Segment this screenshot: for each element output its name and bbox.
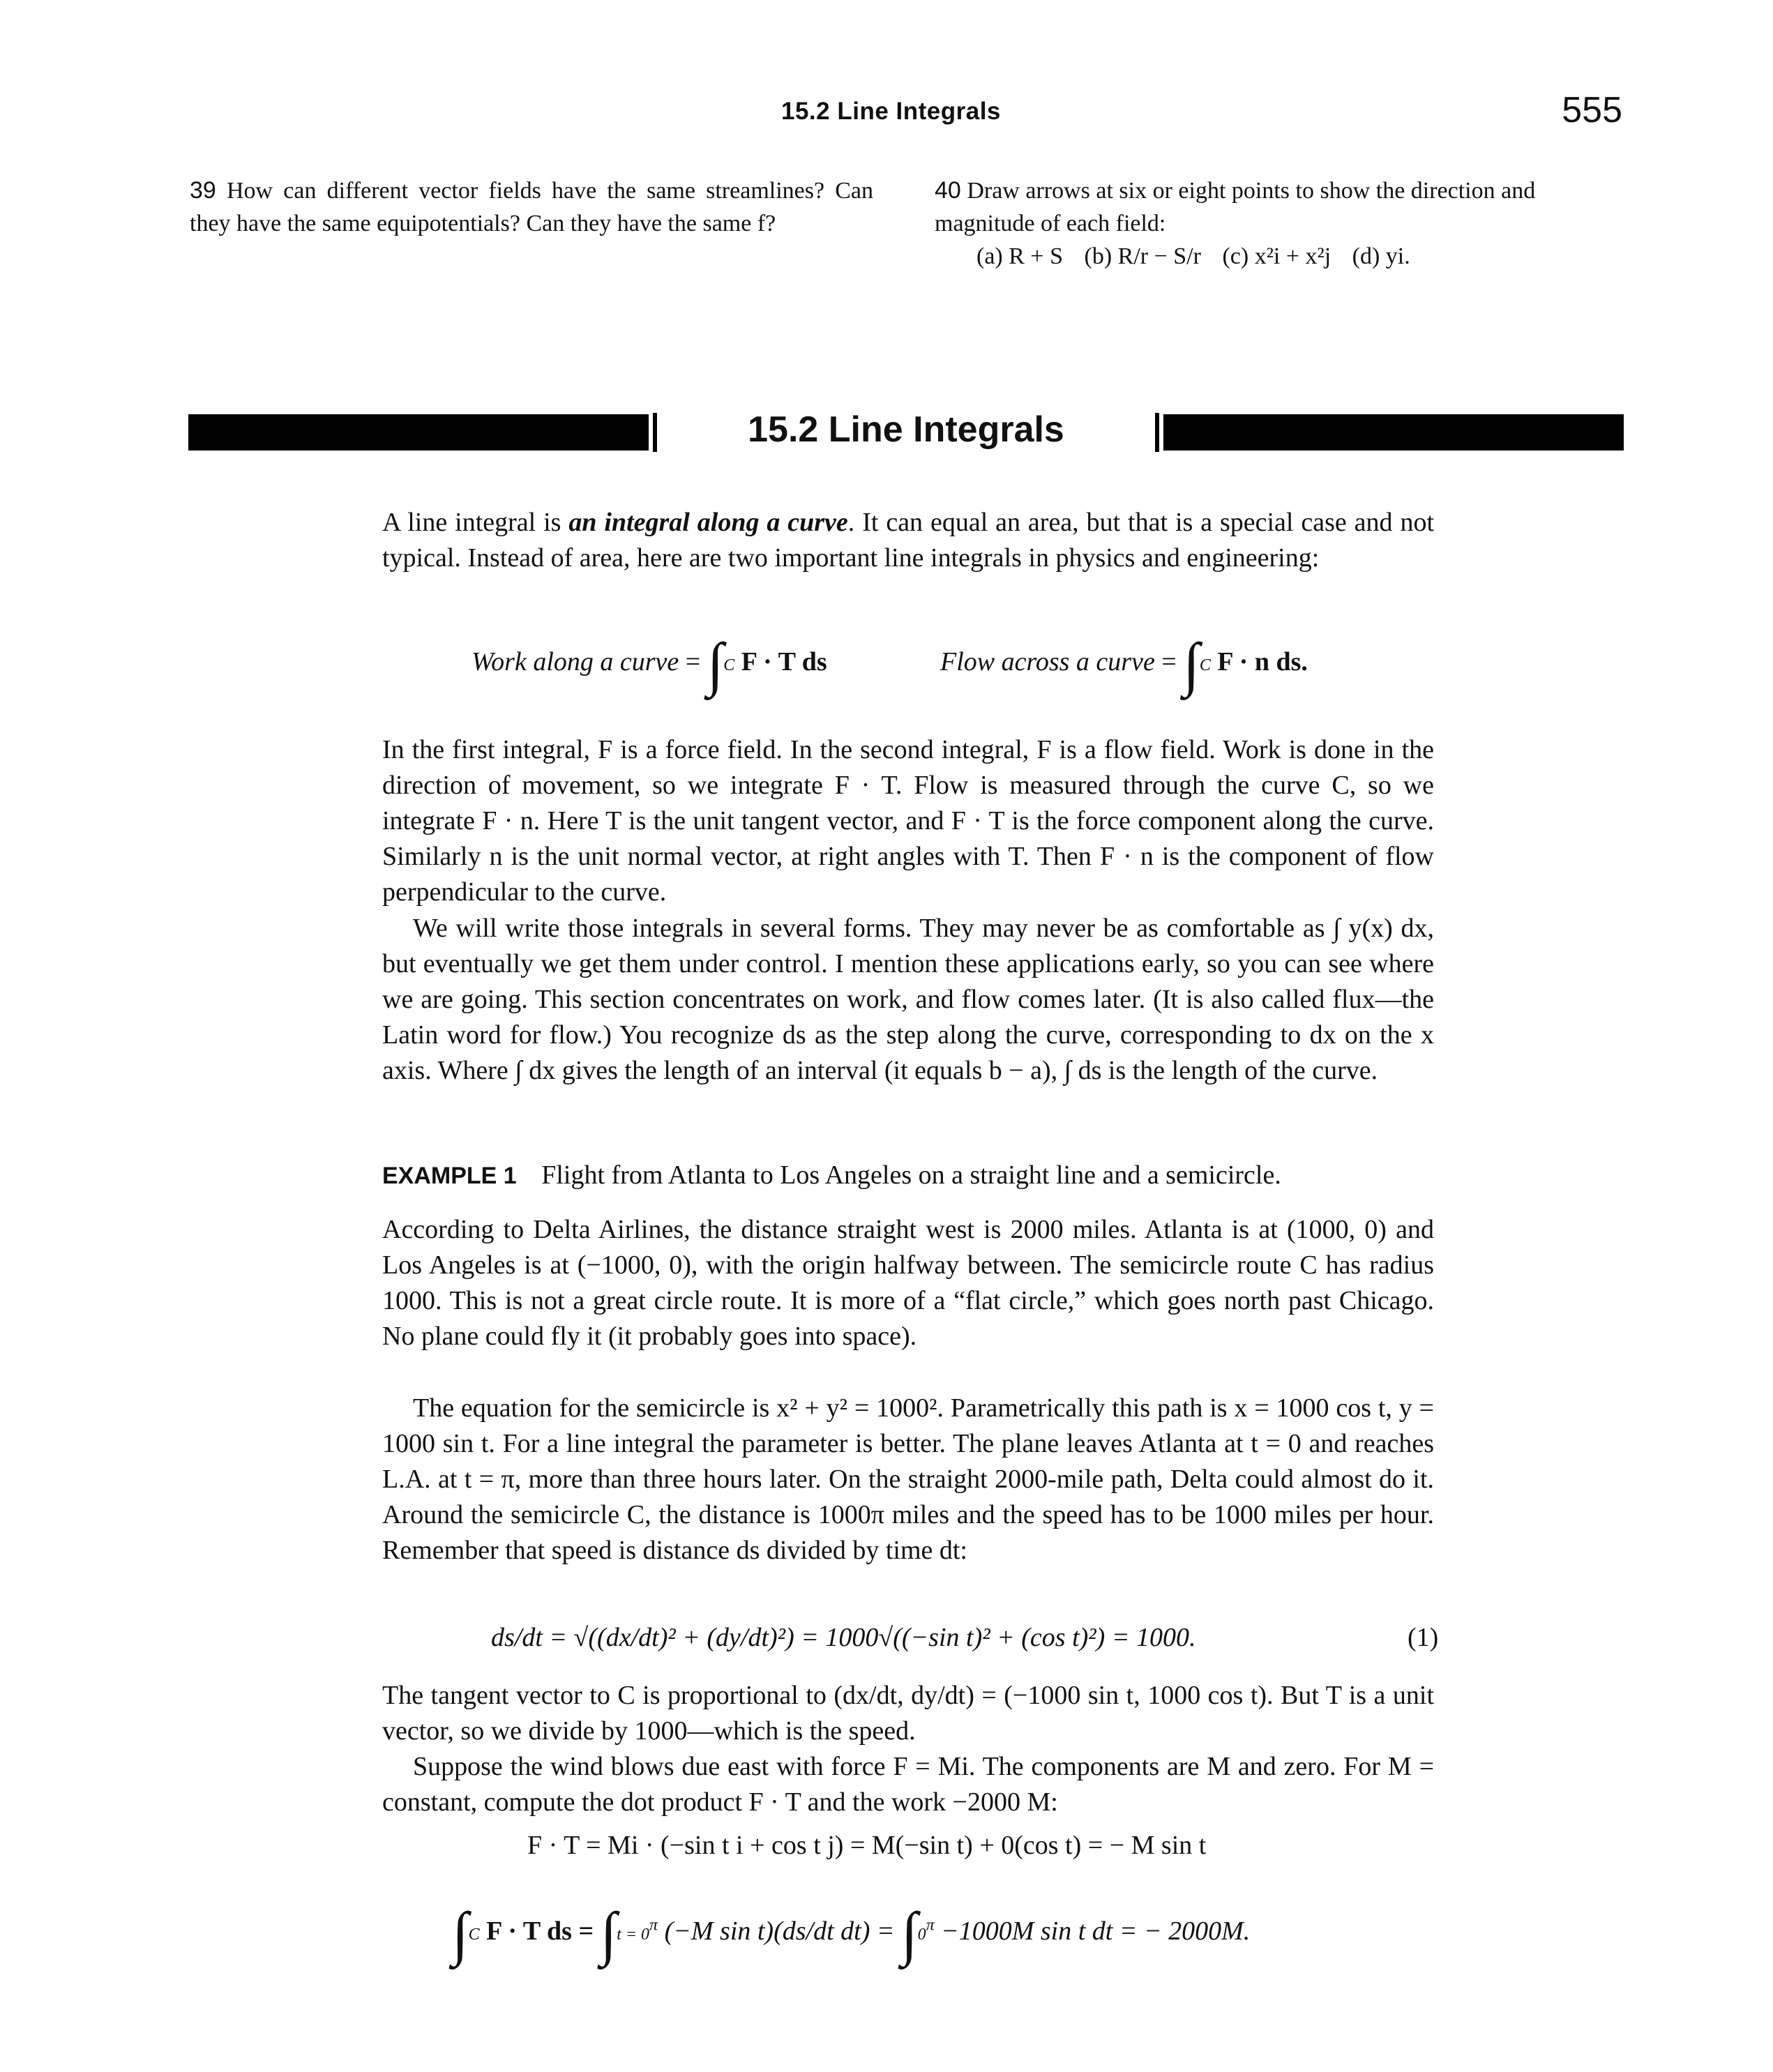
flow-integrand: F · n ds. xyxy=(1217,647,1308,676)
equals-sign: = xyxy=(685,647,701,676)
exercise-40 xyxy=(935,174,1624,273)
paragraph-text: The tangent vector to C is proportional to (dx/dt, dy/dt) = (−1000 sin t, 1000 cos t). But T is a unit vector, so we divide by 1000—which is the speed. xyxy=(382,1681,1434,1746)
intro-emphasis: an integral along a curve xyxy=(568,508,848,537)
paragraph-tangent xyxy=(382,1678,1434,1749)
paragraph-semicircle xyxy=(382,1391,1434,1568)
intro-text-a: A line integral is xyxy=(382,508,569,537)
equation-number: (1) xyxy=(1408,1623,1439,1652)
integral-icon: ∫ xyxy=(707,630,724,697)
equation-rhs: −1000M sin t dt = − 2000M. xyxy=(941,1916,1251,1946)
work-integrand: F · T ds xyxy=(741,647,827,676)
flow-label: Flow across a curve xyxy=(940,647,1155,676)
paragraph-text: Suppose the wind blows due east with force F = Mi. The components are M and zero. For M = constant, compute the dot product F · T and the work −2000 M: xyxy=(382,1752,1434,1817)
equation-middle: (−M sin t)(ds/dt dt) = xyxy=(664,1916,895,1946)
running-head: 15.2 Line Integrals xyxy=(781,98,1001,125)
exercise-text: Draw arrows at six or eight points to show the direction and magnitude of each field: xyxy=(935,178,1536,236)
exercise-text: How can different vector fields have the same streamlines? Can they have the same equipotentials? Can they have the same f? xyxy=(190,178,874,236)
equation-lhs: F · T ds = xyxy=(486,1916,594,1946)
exercise-number: 39 xyxy=(190,177,216,204)
example-1-heading xyxy=(382,1160,1281,1190)
section-heading-bar xyxy=(188,409,1624,451)
integral-lower-limit: t = 0 xyxy=(617,1926,650,1944)
work-label: Work along a curve xyxy=(471,647,679,676)
integral-icon: ∫ xyxy=(600,1900,617,1967)
exercise-part-b: (b) R/r − S/r xyxy=(1084,243,1201,269)
intro-text-b: . It can equal an area, but that is a special case and not typical. Instead of area, here are two important line integrals in physics and engineering: xyxy=(382,508,1434,573)
paragraph-delta xyxy=(382,1212,1434,1354)
heading-bracket-right xyxy=(1155,413,1159,452)
equation-1-text: ds/dt = √((dx/dt)² + (dy/dt)²) = 1000√((−sin t)² + (cos t)²) = 1000. xyxy=(491,1623,1196,1652)
exercise-part-a: (a) R + S xyxy=(976,243,1063,269)
paragraph-forms xyxy=(382,911,1434,1089)
flow-integral-display xyxy=(940,629,1308,699)
paragraph-text: We will write those integrals in several forms. They may never be as comfortable as ∫ y(x) dx, but eventually we get them under control. I mention these applications early, so you can see where we are going. This section concentrates on work, and flow comes later. (It is also called flux—the Latin word for flow.) You recognize ds as the step along the curve, corresponding to dx on the x axis. Where ∫ dx gives the length of an interval (it equals b − a), ∫ ds is the length of the curve. xyxy=(382,914,1434,1085)
exercise-39 xyxy=(190,174,873,240)
integral-upper-limit: π xyxy=(649,1916,658,1935)
example-title: Flight from Atlanta to Los Angeles on a straight line and a semicircle. xyxy=(541,1160,1281,1190)
example-label: EXAMPLE 1 xyxy=(382,1163,517,1189)
page-number: 555 xyxy=(1562,90,1622,130)
intro-paragraph xyxy=(382,505,1434,576)
integral-upper-limit: π xyxy=(926,1916,935,1935)
integral-subscript: C xyxy=(723,656,735,674)
equation-work xyxy=(452,1898,1250,1968)
integral-subscript: C xyxy=(1199,656,1211,674)
equals-sign: = xyxy=(1161,647,1177,676)
exercise-parts xyxy=(976,240,1624,273)
heading-rule-right xyxy=(1163,414,1624,451)
integral-subscript: C xyxy=(468,1926,480,1944)
section-title: 15.2 Line Integrals xyxy=(748,409,1064,450)
paragraph-fields xyxy=(382,732,1434,910)
paragraph-text: In the first integral, F is a force field. In the second integral, F is a flow field. Work is done in the direction of movement, so we integrate F · T. Flow is measured through the curve C, so we integrate F · n. Here T is the unit tangent vector, and F · T is the force component along the curve. Similarly n is the unit normal vector, at right angles with T. Then F · n is the component of flow perpendicular to the curve. xyxy=(382,735,1434,907)
exercise-part-d: (d) yi. xyxy=(1352,243,1410,269)
paragraph-wind xyxy=(382,1749,1434,1820)
work-integral-display xyxy=(471,629,827,699)
exercise-part-c: (c) x²i + x²j xyxy=(1222,243,1331,269)
equation-dot-product xyxy=(527,1830,1206,1861)
equation-1 xyxy=(491,1622,1195,1653)
integral-icon: ∫ xyxy=(452,1900,469,1967)
paragraph-text: According to Delta Airlines, the distance straight west is 2000 miles. Atlanta is at (1000, 0) and Los Angeles is at (−1000, 0), with the origin halfway between. The semicircle route C has radius 1000. This is not a great circle route. It is more of a “flat circle,” which goes north past Chicago. No plane could fly it (it probably goes into space). xyxy=(382,1215,1434,1351)
integral-lower-limit: 0 xyxy=(917,1926,926,1944)
paragraph-text: The equation for the semicircle is x² + y² = 1000². Parametrically this path is x = 1000 cos t, y = 1000 sin t. For a line integral the parameter is better. The plane leaves Atlanta at t = 0 and reaches L.A. at t = π, more than three hours later. On the straight 2000-mile path, Delta could almost do it. Around the semicircle C, the distance is 1000π miles and the speed has to be 1000 miles per hour. Remember that speed is distance ds divided by time dt: xyxy=(382,1393,1434,1565)
exercise-number: 40 xyxy=(935,177,961,204)
integral-icon: ∫ xyxy=(901,1900,918,1967)
integral-icon: ∫ xyxy=(1183,630,1200,697)
equation-text: F · T = Mi · (−sin t i + cos t j) = M(−sin t) + 0(cos t) = − M sin t xyxy=(527,1831,1207,1860)
